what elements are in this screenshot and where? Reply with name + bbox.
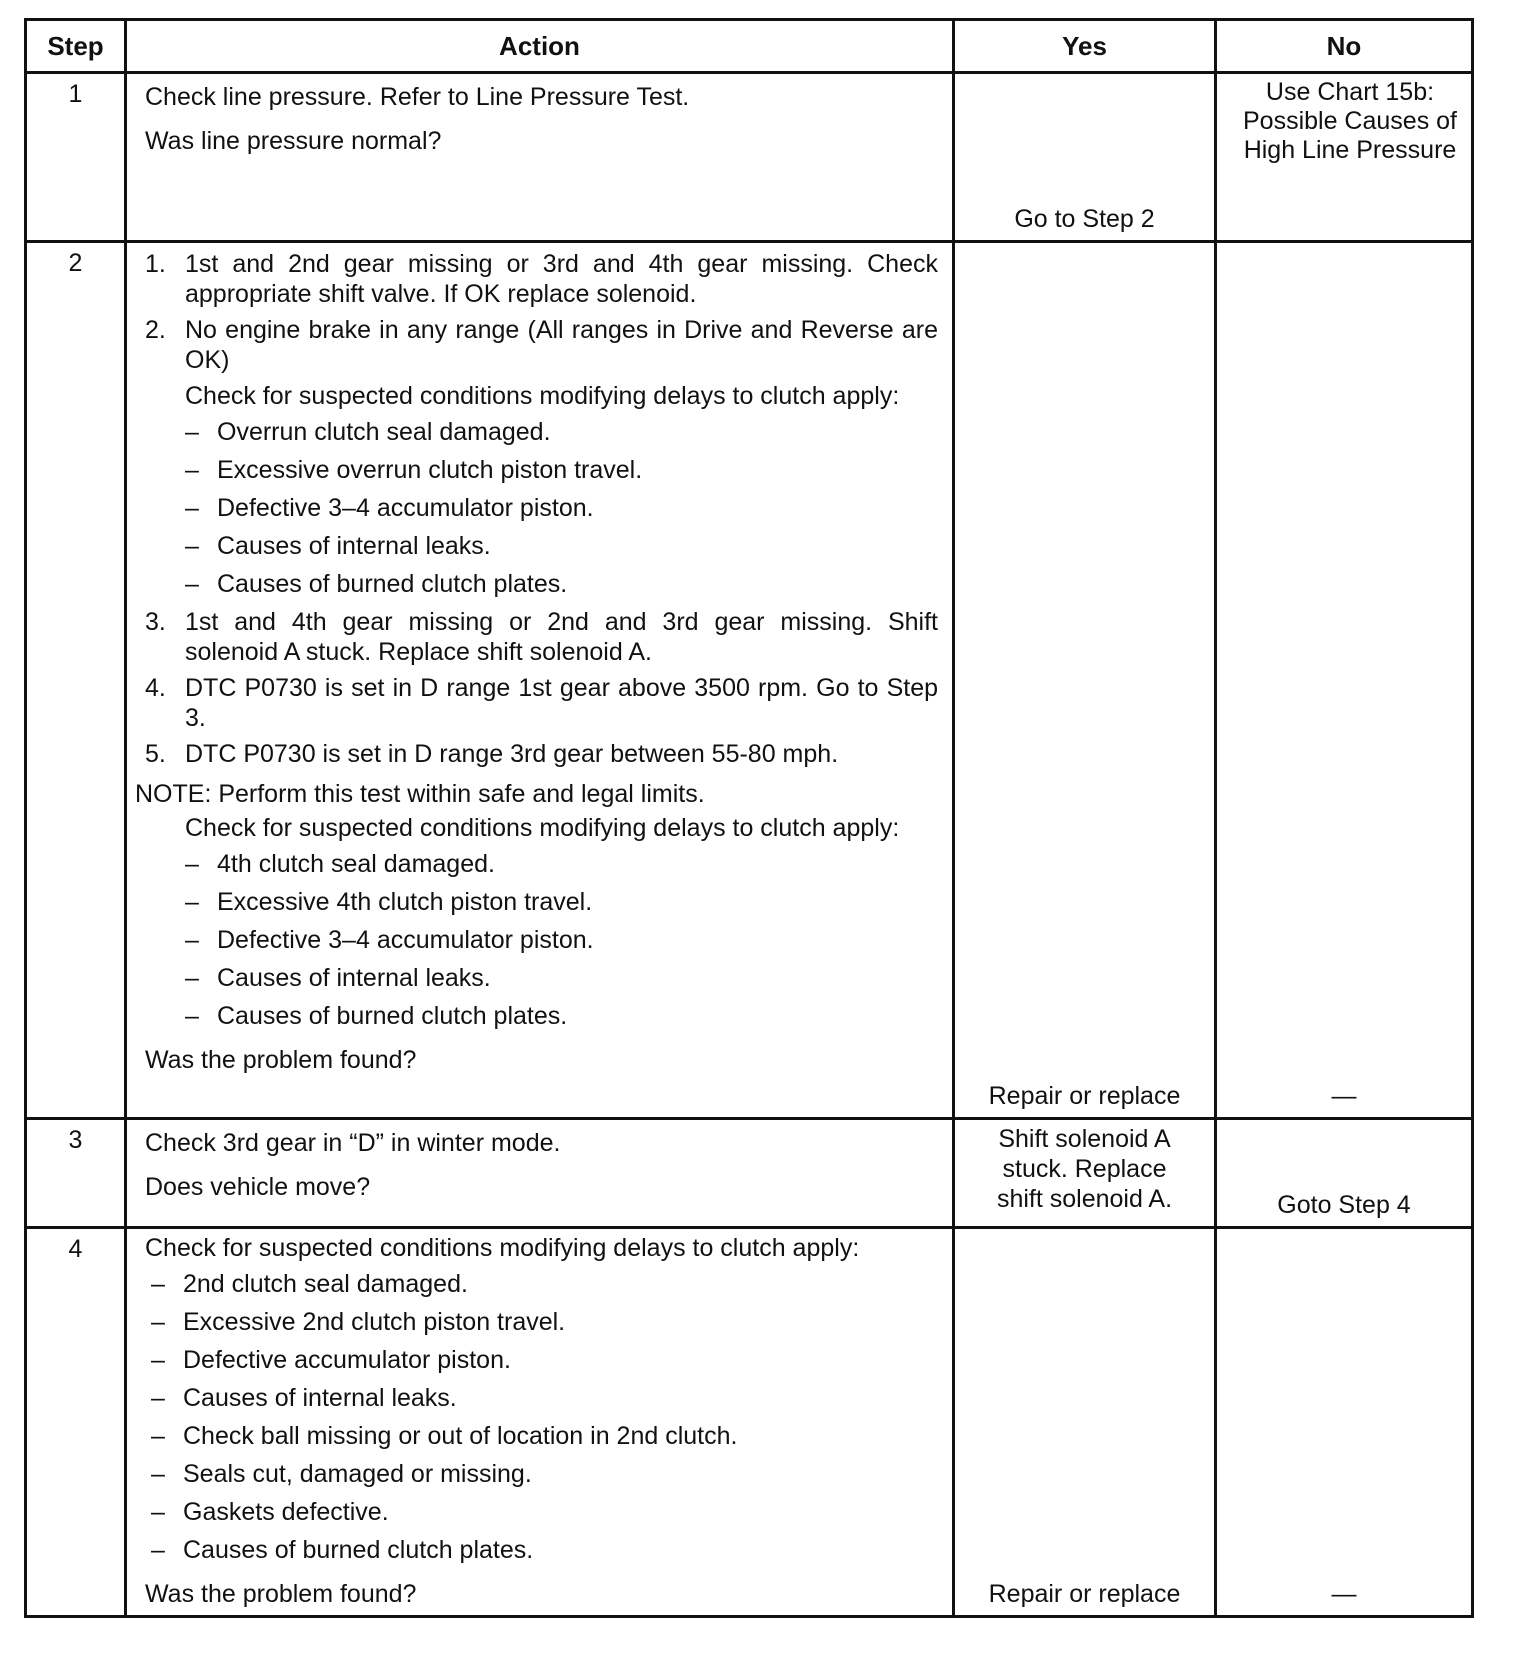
numbered-item: 5. DTC P0730 is set in D range 3rd gear between 55-80 mph.	[145, 740, 839, 768]
yes-result: Repair or replace	[988, 1082, 1181, 1110]
numbered-item: 2. No engine brake in any range (All ranges in Drive and Reverse are OK)	[145, 316, 938, 374]
yes-cell	[954, 242, 1216, 1119]
yes-cell	[954, 1228, 1216, 1617]
step-number: 2	[26, 242, 126, 1119]
list-item: – Causes of burned clutch plates.	[151, 1536, 534, 1564]
numbered-item: 3. 1st and 4th gear missing or 2nd and 3rd gear missing. Shift solenoid A stuck. Replace shift solenoid A.	[145, 608, 938, 666]
dash-list	[185, 849, 938, 1031]
list-item: – Seals cut, damaged or missing.	[151, 1460, 532, 1488]
no-result: —	[1331, 1082, 1357, 1110]
action-cell	[126, 242, 954, 1119]
yes-result: Go to Step 2	[1014, 205, 1155, 233]
safety-note: NOTE: Perform this test within safe and legal limits.	[135, 780, 705, 808]
action-cell	[126, 1119, 954, 1228]
no-result: Use Chart 15b: Possible Causes of High Line Pressure	[1242, 78, 1457, 164]
list-item: – Gaskets defective.	[151, 1498, 389, 1526]
diagnostic-table	[24, 18, 1474, 1618]
list-item: – 2nd clutch seal damaged.	[151, 1270, 468, 1298]
table-row	[26, 1119, 1473, 1228]
table-row	[26, 1228, 1473, 1617]
header-yes: Yes	[954, 20, 1216, 73]
action-cell	[126, 73, 954, 242]
yes-result: Shift solenoid A stuck. Replace shift solenoid A.	[996, 1125, 1173, 1213]
header-no: No	[1216, 20, 1473, 73]
action-text: Check 3rd gear in “D” in winter mode.	[145, 1129, 561, 1157]
no-cell	[1216, 242, 1473, 1119]
no-cell	[1216, 1119, 1473, 1228]
action-question: Was line pressure normal?	[145, 127, 442, 155]
action-question: Was the problem found?	[145, 1580, 417, 1608]
list-item: – Defective accumulator piston.	[151, 1346, 511, 1374]
list-item: – Causes of burned clutch plates.	[185, 1002, 568, 1030]
no-result: Goto Step 4	[1277, 1191, 1411, 1219]
step-number: 3	[26, 1119, 126, 1228]
step-number: 1	[26, 73, 126, 242]
step-number: 4	[26, 1228, 126, 1617]
numbered-item: 4. DTC P0730 is set in D range 1st gear above 3500 rpm. Go to Step 3.	[145, 674, 938, 732]
list-item: – Excessive overrun clutch piston travel.	[185, 456, 643, 484]
dash-list	[151, 1269, 938, 1565]
list-item: – Causes of burned clutch plates.	[185, 570, 568, 598]
yes-result: Repair or replace	[988, 1580, 1181, 1608]
numbered-item: 1. 1st and 2nd gear missing or 3rd and 4th gear missing. Check appropriate shift valve. If OK replace solenoid.	[145, 250, 938, 308]
list-item: – Excessive 4th clutch piston travel.	[185, 888, 593, 916]
list-item: – Causes of internal leaks.	[151, 1384, 457, 1412]
header-step: Step	[26, 20, 126, 73]
yes-cell	[954, 1119, 1216, 1228]
table-row	[26, 73, 1473, 242]
action-cell	[126, 1228, 954, 1617]
action-text: Check for suspected conditions modifying delays to clutch apply:	[145, 1234, 860, 1262]
list-item: – Causes of internal leaks.	[185, 964, 491, 992]
list-item: – Overrun clutch seal damaged.	[185, 418, 551, 446]
table-row	[26, 242, 1473, 1119]
yes-cell	[954, 73, 1216, 242]
header-row	[26, 20, 1473, 73]
list-item: – Defective 3–4 accumulator piston.	[185, 494, 594, 522]
header-action: Action	[126, 20, 954, 73]
list-item: – Causes of internal leaks.	[185, 532, 491, 560]
action-question: Does vehicle move?	[145, 1173, 371, 1201]
list-item: – Check ball missing or out of location in 2nd clutch.	[151, 1422, 738, 1450]
no-result: —	[1331, 1580, 1357, 1608]
list-item: – 4th clutch seal damaged.	[185, 850, 495, 878]
list-item: – Excessive 2nd clutch piston travel.	[151, 1308, 566, 1336]
no-cell	[1216, 73, 1473, 242]
no-cell	[1216, 1228, 1473, 1617]
check-instruction: Check for suspected conditions modifying delays to clutch apply:	[185, 382, 900, 410]
action-question: Was the problem found?	[145, 1046, 417, 1074]
list-item: – Defective 3–4 accumulator piston.	[185, 926, 594, 954]
check-instruction: Check for suspected conditions modifying delays to clutch apply:	[185, 814, 900, 842]
dash-list	[185, 417, 938, 599]
action-text: Check line pressure. Refer to Line Pressure Test.	[145, 83, 690, 111]
